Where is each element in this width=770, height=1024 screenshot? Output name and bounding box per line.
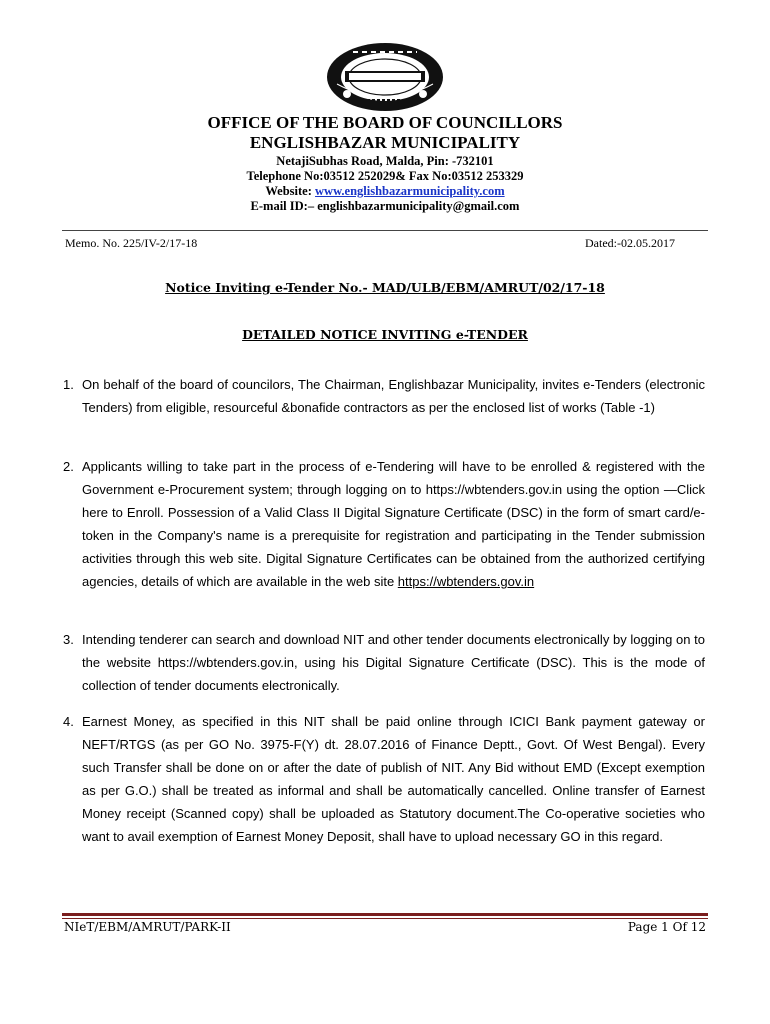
paragraph-text: Intending tenderer can search and download NIT and other tender documents electronically by logging on to the website https://wbtenders.gov.in, using his Digital Signature Certificate (DSC). This is the mode of collection of tender documents electronically. — [82, 632, 705, 693]
address-line: NetajiSubhas Road, Malda, Pin: -732101 — [276, 154, 494, 168]
paragraph-2 — [63, 455, 705, 593]
paragraph-number: 3. — [63, 632, 74, 647]
office-title: OFFICE OF THE BOARD OF COUNCILLORS — [207, 113, 563, 132]
email-line: E-mail ID:– englishbazarmunicipality@gmail.com — [250, 199, 520, 213]
municipality-seal-logo — [323, 40, 447, 114]
footer-divider-thin — [62, 918, 708, 919]
footer-divider-thick — [62, 913, 708, 916]
notice-title: Notice Inviting e-Tender No.- MAD/ULB/EBM/AMRUT/02/17-18 — [165, 280, 605, 295]
paragraph-text-container — [82, 455, 705, 593]
paragraph-1 — [63, 373, 705, 419]
website-line — [0, 184, 770, 199]
paragraph-number: 4. — [63, 714, 74, 729]
detailed-notice-title: DETAILED NOTICE INVITING e-TENDER — [242, 327, 528, 342]
telephone-line: Telephone No:03512 252029& Fax No:03512 253329 — [246, 169, 524, 183]
paragraph-3 — [63, 628, 705, 697]
paragraph-text: Applicants willing to take part in the process of e-Tendering will have to be enrolled & registered with the Government e-Procurement system; through logging on to https://wbtenders.gov.in using the option —Click here to Enroll. Possession of a Valid Class II Digital Signature Certificate (DSC) in the form of smart card/e-token in the Company's name is a prerequisite for registration and participating in the Tender submission activities through this web site. Digital Signature Certificates can be obtained from the authorized certifying agencies, details of which are available in the web site — [82, 459, 705, 589]
website-label: Website: — [265, 184, 316, 198]
paragraph-number: 2. — [63, 459, 74, 474]
municipality-name: ENGLISHBAZAR MUNICIPALITY — [249, 133, 521, 152]
header-divider — [62, 230, 708, 231]
memo-date: Dated:-02.05.2017 — [585, 236, 675, 250]
paragraph-number: 1. — [63, 377, 74, 392]
memo-number: Memo. No. 225/IV-2/17-18 — [65, 236, 198, 250]
wbtenders-link[interactable]: https://wbtenders.gov.in — [397, 574, 535, 589]
paragraph-text: Earnest Money, as specified in this NIT shall be paid online through ICICI Bank payment gateway or NEFT/RTGS (as per GO No. 3975-F(Y) dt. 28.07.2016 of Finance Deptt., Govt. Of West Bengal). Every such Transfer shall be done on or after the date of publish of NIT. Any Bid without EMD (Except exemption as per G.O.) shall be treated as informal and shall be automatically cancelled. Online transfer of Earnest Money receipt (Scanned copy) shall be uploaded as Statutory document.The Co-operative societies who want to avail exemption of Earnest Money Deposit, shall have to upload necessary GO in this regard. — [82, 714, 705, 844]
paragraph-4 — [63, 710, 705, 848]
website-link[interactable]: www.englishbazarmunicipality.com — [315, 184, 505, 198]
paragraph-text: On behalf of the board of councilors, The Chairman, Englishbazar Municipality, invites e-Tenders (electronic Tenders) from eligible, resourceful &bonafide contractors as per the enclosed list of works (Table -1) — [82, 377, 705, 415]
footer-reference: NIeT/EBM/AMRUT/PARK-II — [64, 920, 231, 934]
page-number: Page 1 Of 12 — [627, 920, 706, 934]
